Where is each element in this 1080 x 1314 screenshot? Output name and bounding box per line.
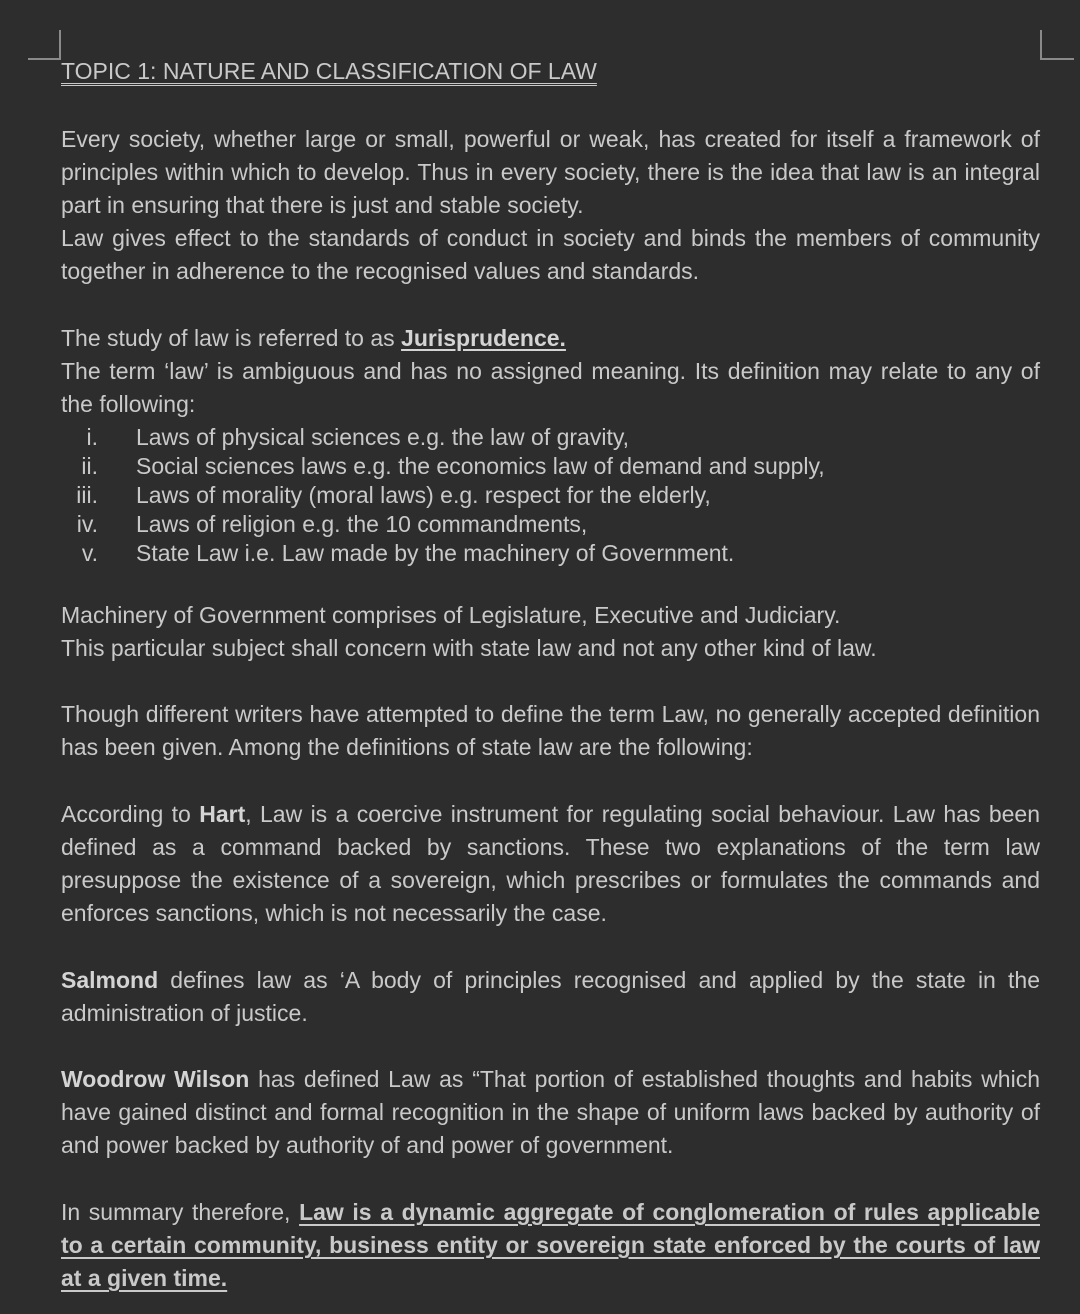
- ambiguous-paragraph: The term ‘law’ is ambiguous and has no assigned meaning. Its definition may relate to any of the following:: [61, 358, 1040, 417]
- page-corner-top-right-mark: [1040, 30, 1074, 60]
- list-item-text: Laws of religion e.g. the 10 commandments,: [136, 511, 588, 537]
- list-item-number: iii.: [76, 482, 98, 508]
- hart-section: [61, 798, 1040, 930]
- hart-paragraph: [61, 798, 1040, 930]
- machinery-line-2: This particular subject shall concern with state law and not any other kind of law.: [61, 635, 877, 661]
- document-title: TOPIC 1: NATURE AND CLASSIFICATION OF LAW: [61, 58, 597, 84]
- list-item: [61, 481, 1040, 510]
- machinery-line-1: Machinery of Government comprises of Legislature, Executive and Judiciary.: [61, 602, 841, 628]
- summary-definition: Law is a dynamic aggregate of conglomeration of rules applicable to a certain community, business entity or sovereign state enforced by the courts of law at a given time.: [61, 1199, 1040, 1291]
- law-types-list: [61, 423, 1040, 568]
- salmond-paragraph: [61, 964, 1040, 1030]
- study-paragraph: [61, 322, 1040, 355]
- wilson-section: [61, 1063, 1040, 1162]
- list-item: [61, 539, 1040, 568]
- wilson-text: has defined Law as “That portion of established thoughts and habits which have gained distinct and formal recognition in the shape of uniform laws backed by authority of and power backed by authority of and power of government.: [61, 1066, 1040, 1158]
- hart-name: Hart: [199, 801, 246, 827]
- jurisprudence-term: Jurisprudence.: [401, 325, 566, 351]
- intro-paragraph-2: Law gives effect to the standards of conduct in society and binds the members of community together in adherence to the recognised values and standards.: [61, 225, 1040, 284]
- summary-paragraph: [61, 1196, 1040, 1295]
- machinery-section: [61, 599, 1040, 665]
- summary-section: [61, 1196, 1040, 1295]
- summary-prefix: In summary therefore,: [61, 1199, 300, 1225]
- list-item-number: iv.: [76, 511, 98, 537]
- hart-text: , Law is a coercive instrument for regulating social behaviour. Law has been defined as a command backed by sanctions. These two explanations of the term law presuppose the existence of a sovereign, which prescribes or formulates the commands and enforces sanctions, which is not necessarily the case.: [61, 801, 1040, 926]
- salmond-name: Salmond: [61, 967, 159, 993]
- intro-section: [61, 123, 1040, 288]
- page-corner-top-left-mark: [28, 30, 61, 60]
- salmond-text: defines law as ‘A body of principles recognised and applied by the state in the administration of justice.: [61, 967, 1040, 1026]
- hart-prefix: According to: [61, 801, 200, 827]
- wilson-paragraph: [61, 1063, 1040, 1162]
- definitions-intro-paragraph: Though different writers have attempted to define the term Law, no generally accepted definition has been given. Among the definitions of state law are the following:: [61, 701, 1040, 760]
- list-item-number: i.: [86, 424, 98, 450]
- list-item-text: Laws of morality (moral laws) e.g. respect for the elderly,: [136, 482, 711, 508]
- list-item: [61, 423, 1040, 452]
- intro-paragraph-1: Every society, whether large or small, powerful or weak, has created for itself a framework of principles within which to develop. Thus in every society, there is the idea that law is an integral part in ensuring that there is just and stable society.: [61, 126, 1040, 218]
- definitions-intro-section: [61, 698, 1040, 764]
- list-item: [61, 510, 1040, 539]
- list-item-number: ii.: [81, 453, 98, 479]
- salmond-section: [61, 964, 1040, 1030]
- list-item-number: v.: [81, 540, 98, 566]
- list-item: [61, 452, 1040, 481]
- study-section: [61, 322, 1040, 421]
- list-item-text: State Law i.e. Law made by the machinery of Government.: [136, 540, 735, 566]
- list-item-text: Social sciences laws e.g. the economics law of demand and supply,: [136, 453, 825, 479]
- list-item-text: Laws of physical sciences e.g. the law of gravity,: [136, 424, 630, 450]
- study-prefix: The study of law is referred to as: [61, 325, 402, 351]
- wilson-name: Woodrow Wilson: [61, 1066, 250, 1092]
